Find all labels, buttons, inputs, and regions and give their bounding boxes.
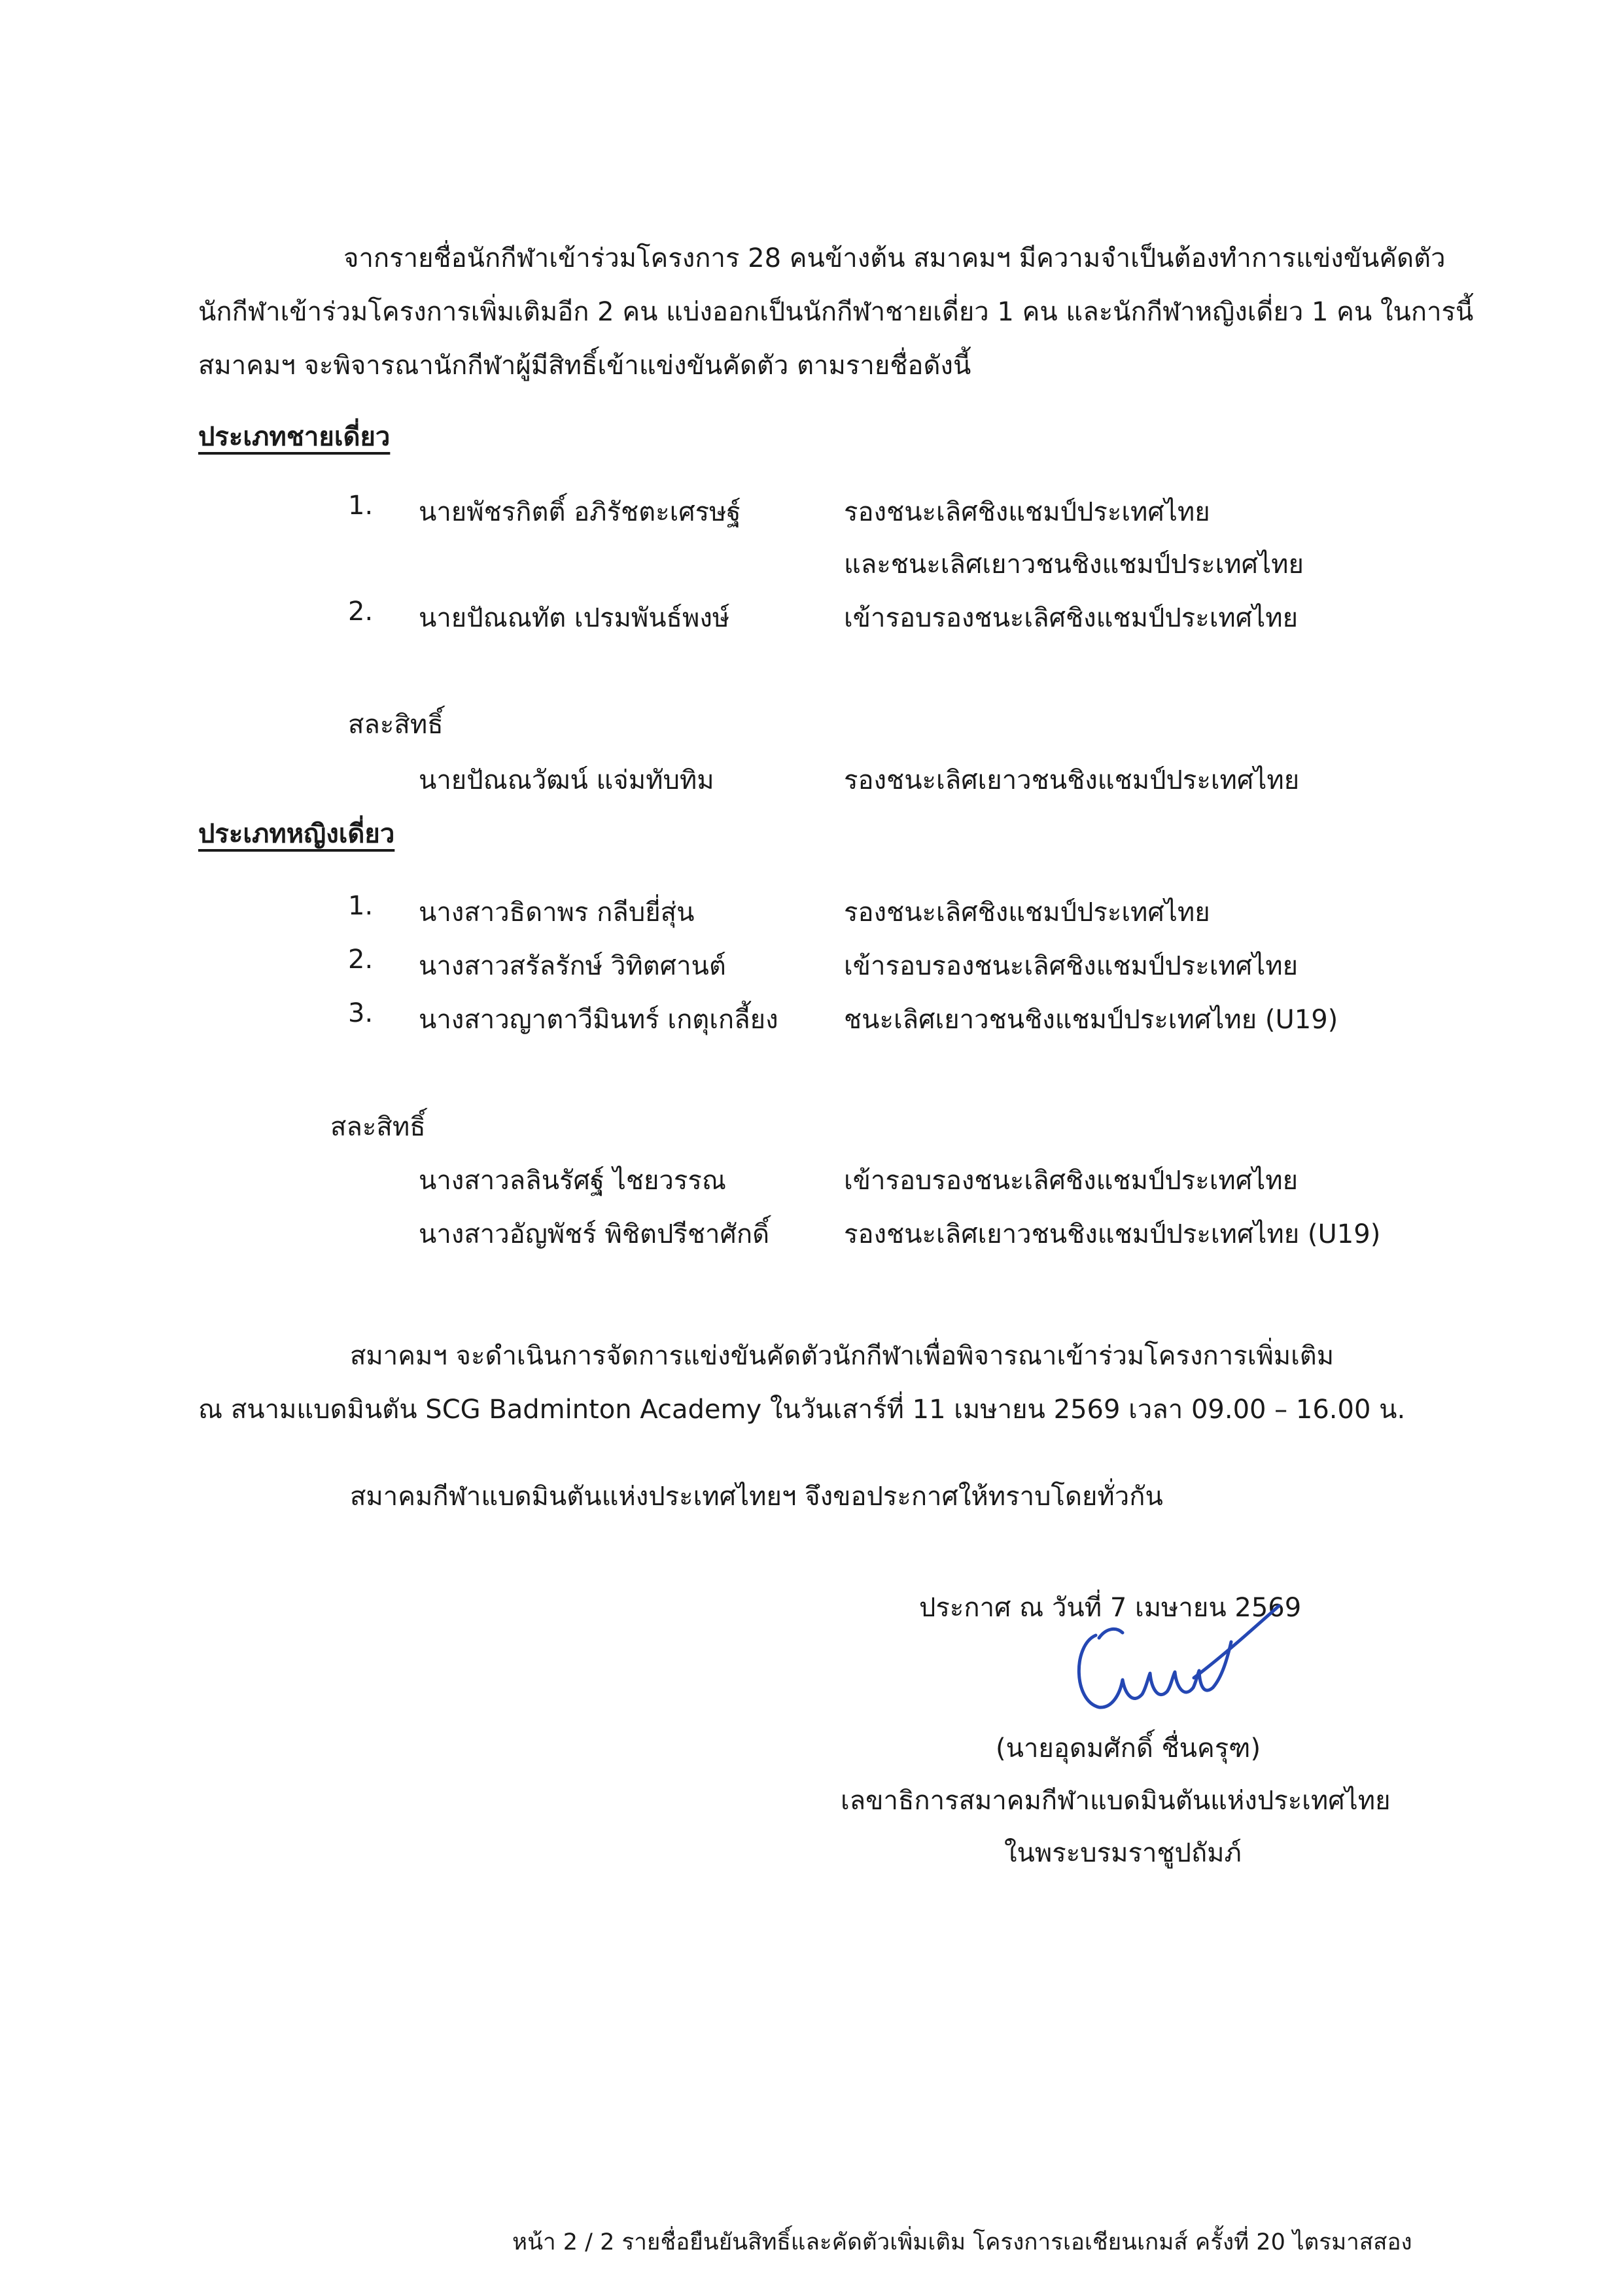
signatory-patronage: ในพระบรมราชูปถัมภ์ [1004, 1838, 1242, 1868]
schedule-line-1: สมาคมฯ จะดำเนินการจัดการแข่งขันคัดตัวนักกีฬาเพื่อพิจารณาเข้าร่วมโครงการเพิ่มเติม [350, 1341, 1335, 1371]
mens-player-1-name: นายพัชรกิตติ์ อภิรัชตะเศรษฐ์ [419, 497, 741, 527]
womens-heading: ประเภทหญิงเดี่ยว [198, 819, 395, 849]
mens-waived-1-achievement: รองชนะเลิศเยาวชนชิงแชมป์ประเทศไทย [844, 765, 1300, 795]
signatory-title: เลขาธิการสมาคมกีฬาแบดมินตันแห่งประเทศไทย [841, 1786, 1391, 1816]
womens-waived-2-achievement: รองชนะเลิศเยาวชนชิงแชมป์ประเทศไทย (U19) [844, 1219, 1381, 1249]
schedule-line-2: ณ สนามแบดมินตัน SCG Badminton Academy ในวันเสาร์ที่ 11 เมษายน 2569 เวลา 09.00 – 16.00 น. [198, 1395, 1406, 1425]
womens-waived-1-achievement: เข้ารอบรองชนะเลิศชิงแชมป์ประเทศไทย [844, 1166, 1299, 1196]
mens-waiver-label: สละสิทธิ์ [348, 710, 444, 740]
mens-player-1-achievement: รองชนะเลิศชิงแชมป์ประเทศไทย [844, 497, 1210, 527]
womens-player-1-name: นางสาวธิดาพร กลีบยี่สุ่น [419, 897, 695, 928]
intro-line-2: นักกีฬาเข้าร่วมโครงการเพิ่มเติมอีก 2 คน แบ่งออกเป็นนักกีฬาชายเดี่ยว 1 คน และนักกีฬาหญิงเดี่ยว 1 คน ในการนี้ [198, 297, 1474, 327]
womens-player-2-name: นางสาวสรัลรักษ์ วิทิตศานต์ [419, 951, 726, 981]
womens-waived-2-name: นางสาวอัญพัชร์ พิชิตปรีชาศักดิ์ [419, 1219, 770, 1249]
mens-waived-1-name: นายปัณณวัฒน์ แจ่มทับทิม [419, 765, 714, 795]
signature-date: ประกาศ ณ วันที่ 7 เมษายน 2569 [919, 1593, 1302, 1623]
mens-player-2-number: 2. [348, 597, 374, 627]
intro-line-1: จากรายชื่อนักกีฬาเข้าร่วมโครงการ 28 คนข้างต้น สมาคมฯ มีความจำเป็นต้องทำการแข่งขันคัดตัว [343, 243, 1446, 273]
mens-player-1-achievement-2: และชนะเลิศเยาวชนชิงแชมป์ประเทศไทย [844, 549, 1304, 580]
intro-line-3: สมาคมฯ จะพิจารณานักกีฬาผู้มีสิทธิ์เข้าแข่งขันคัดตัว ตามรายชื่อดังนี้ [198, 351, 971, 381]
mens-player-1-number: 1. [348, 491, 374, 521]
womens-player-2-number: 2. [348, 945, 374, 975]
signatory-name: (นายอุดมศักดิ์ ชื่นครุฑ) [996, 1733, 1261, 1764]
womens-player-3-achievement: ชนะเลิศเยาวชนชิงแชมป์ประเทศไทย (U19) [844, 1005, 1338, 1035]
mens-player-2-achievement: เข้ารอบรองชนะเลิศชิงแชมป์ประเทศไทย [844, 603, 1299, 633]
mens-heading: ประเภทชายเดี่ยว [198, 422, 391, 452]
announcement-text: สมาคมกีฬาแบดมินตันแห่งประเทศไทยฯ จึงขอประกาศให้ทราบโดยทั่วกัน [350, 1482, 1163, 1512]
womens-player-2-achievement: เข้ารอบรองชนะเลิศชิงแชมป์ประเทศไทย [844, 951, 1299, 981]
womens-player-3-name: นางสาวญาตาวีมินทร์ เกตุเกลี้ยง [419, 1005, 778, 1035]
handwritten-signature [1060, 1596, 1295, 1727]
womens-waived-1-name: นางสาวลลินรัศฐ์ ไชยวรรณ [419, 1166, 726, 1196]
mens-player-2-name: นายปัณณทัต เปรมพันธ์พงษ์ [419, 603, 730, 633]
womens-player-3-number: 3. [348, 998, 374, 1028]
womens-waiver-label: สละสิทธิ์ [330, 1112, 426, 1142]
womens-player-1-achievement: รองชนะเลิศชิงแชมป์ประเทศไทย [844, 897, 1210, 928]
page-footer: หน้า 2 / 2 รายชื่อยืนยันสิทธิ์และคัดตัวเพิ่มเติม โครงการเอเชียนเกมส์ ครั้งที่ 20 ไตรมาสสอง [512, 2229, 1412, 2255]
womens-player-1-number: 1. [348, 891, 374, 921]
